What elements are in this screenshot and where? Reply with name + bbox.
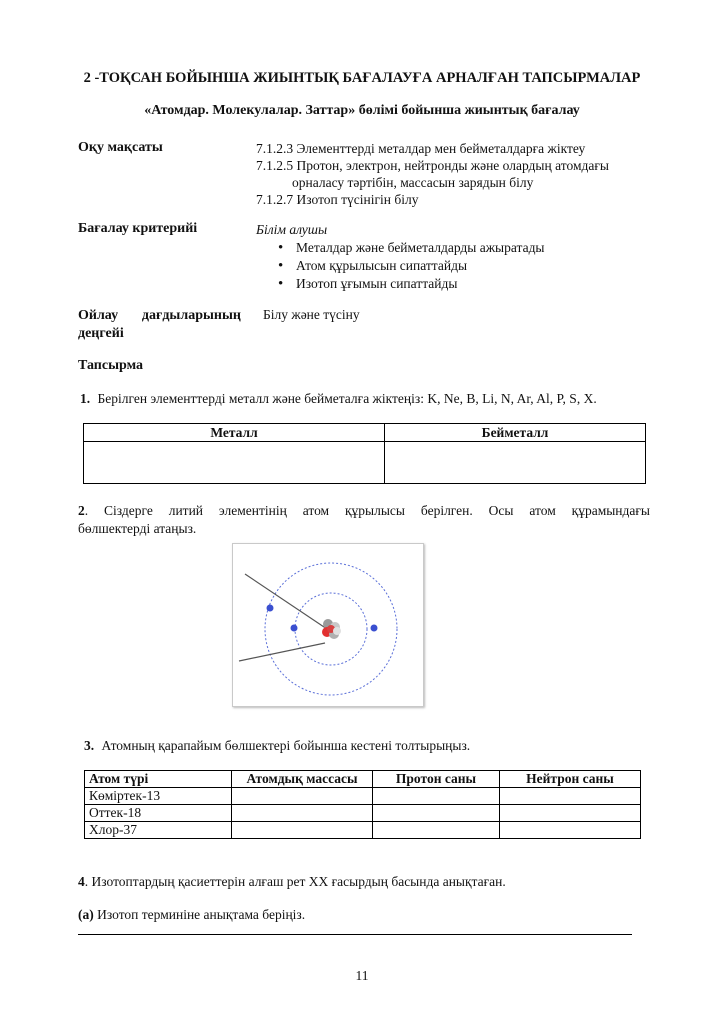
document-title: 2 -ТОҚСАН БОЙЫНША ЖИЫНТЫҚ БАҒАЛАУҒА АРНАЛҒАН ТАПСЫРМАЛАР (83, 70, 641, 86)
learning-goals-label: Оқу мақсаты (78, 140, 163, 155)
metal-answer-cell[interactable] (84, 442, 385, 484)
task1-question (80, 391, 660, 407)
task1-number: 1. (80, 391, 91, 406)
learning-goal-item: 7.1.2.5 Протон, электрон, нейтронды және олардың атомдағы (256, 158, 609, 173)
atom-type-cell: Оттек-18 (85, 805, 232, 822)
task2-number: 2 (78, 503, 85, 518)
answer-cell[interactable] (232, 805, 373, 822)
task3-table (84, 770, 641, 839)
task2-text-line1: . Сіздерге литий элементінің атом құрылысы берілген. Осы атом құрамындағы (84, 503, 650, 518)
criteria-item: • Атом құрылысын сипаттайды (274, 257, 656, 275)
electron (291, 625, 298, 632)
document-subtitle: «Атомдар. Молекулалар. Заттар» бөлімі бойынша жиынтық бағалау (144, 103, 580, 118)
skills-label-line1: Ойлау дағдыларының (78, 308, 241, 323)
nonmetal-answer-cell[interactable] (385, 442, 646, 484)
table-row (85, 822, 641, 839)
answer-cell[interactable] (373, 788, 500, 805)
pointer-line (239, 643, 325, 661)
task3-number: 3. (84, 738, 95, 753)
neutron-count-header: Нейтрон саны (500, 771, 641, 788)
task2-line1 (78, 502, 650, 520)
criteria-item: • Изотоп ұғымын сипаттайды (274, 275, 656, 293)
criteria-intro: Білім алушы (256, 222, 328, 237)
criteria-label: Бағалау критерийі (78, 221, 198, 236)
skills-value: Білу және түсіну (263, 307, 360, 322)
task1-text: Берілген элементтерді металл және бейметалға жіктеңіз: K, Ne, B, Li, N, Ar, Al, P, S, X. (97, 391, 597, 406)
table-row (85, 788, 641, 805)
atomic-mass-header: Атомдық массасы (232, 771, 373, 788)
nonmetal-column-header: Бейметалл (385, 424, 646, 442)
task4-question (78, 874, 506, 890)
atom-diagram (233, 544, 423, 706)
answer-line[interactable] (78, 934, 632, 935)
answer-cell[interactable] (373, 805, 500, 822)
metal-column-header: Металл (84, 424, 385, 442)
skills-label-line2: деңгейі (78, 326, 124, 341)
task-heading: Тапсырма (78, 358, 144, 373)
atom-type-cell: Көміртек-13 (85, 788, 232, 805)
task4-text: . Изотоптардың қасиеттерін алғаш рет XX ғасырдың басында анықтаған. (84, 874, 506, 889)
table-row (85, 805, 641, 822)
task1-table (83, 423, 646, 484)
atom-type-header: Атом түрі (85, 771, 232, 788)
part-a-label: (a) (78, 907, 94, 922)
atom-type-cell: Хлор-37 (85, 822, 232, 839)
answer-cell[interactable] (232, 788, 373, 805)
answer-cell[interactable] (232, 822, 373, 839)
criteria-list (274, 239, 656, 293)
skills-label (78, 307, 241, 343)
answer-cell[interactable] (373, 822, 500, 839)
task3-text: Атомның қарапайым бөлшектері бойынша кестені толтырыңыз. (101, 738, 471, 753)
electron (371, 625, 378, 632)
learning-goals-list (256, 140, 656, 208)
task4-part-a (78, 907, 305, 923)
answer-cell[interactable] (500, 805, 641, 822)
task3-question (84, 738, 470, 754)
nucleus (322, 619, 341, 639)
task4-number: 4 (78, 874, 85, 889)
pointer-line (245, 574, 327, 629)
proton-count-header: Протон саны (373, 771, 500, 788)
criteria-block (256, 221, 656, 293)
electron (267, 605, 274, 612)
task2-text-line2: бөлшектерді атаңыз. (78, 521, 197, 536)
learning-goal-item: 7.1.2.7 Изотоп түсінігін білу (256, 192, 419, 207)
task2-question (78, 502, 650, 538)
lithium-atom-image (232, 543, 424, 707)
learning-goal-item: 7.1.2.3 Элементтерді металдар мен бейметалдарға жіктеу (256, 141, 586, 156)
answer-cell[interactable] (500, 822, 641, 839)
learning-goal-item: орналасу тәртібін, массасын зарядын білу (292, 175, 534, 190)
part-a-text: Изотоп терминіне анықтама беріңіз. (93, 907, 306, 922)
criteria-item: • Металдар және бейметалдарды ажыратады (274, 239, 656, 257)
page-number: 11 (355, 968, 369, 983)
answer-cell[interactable] (500, 788, 641, 805)
